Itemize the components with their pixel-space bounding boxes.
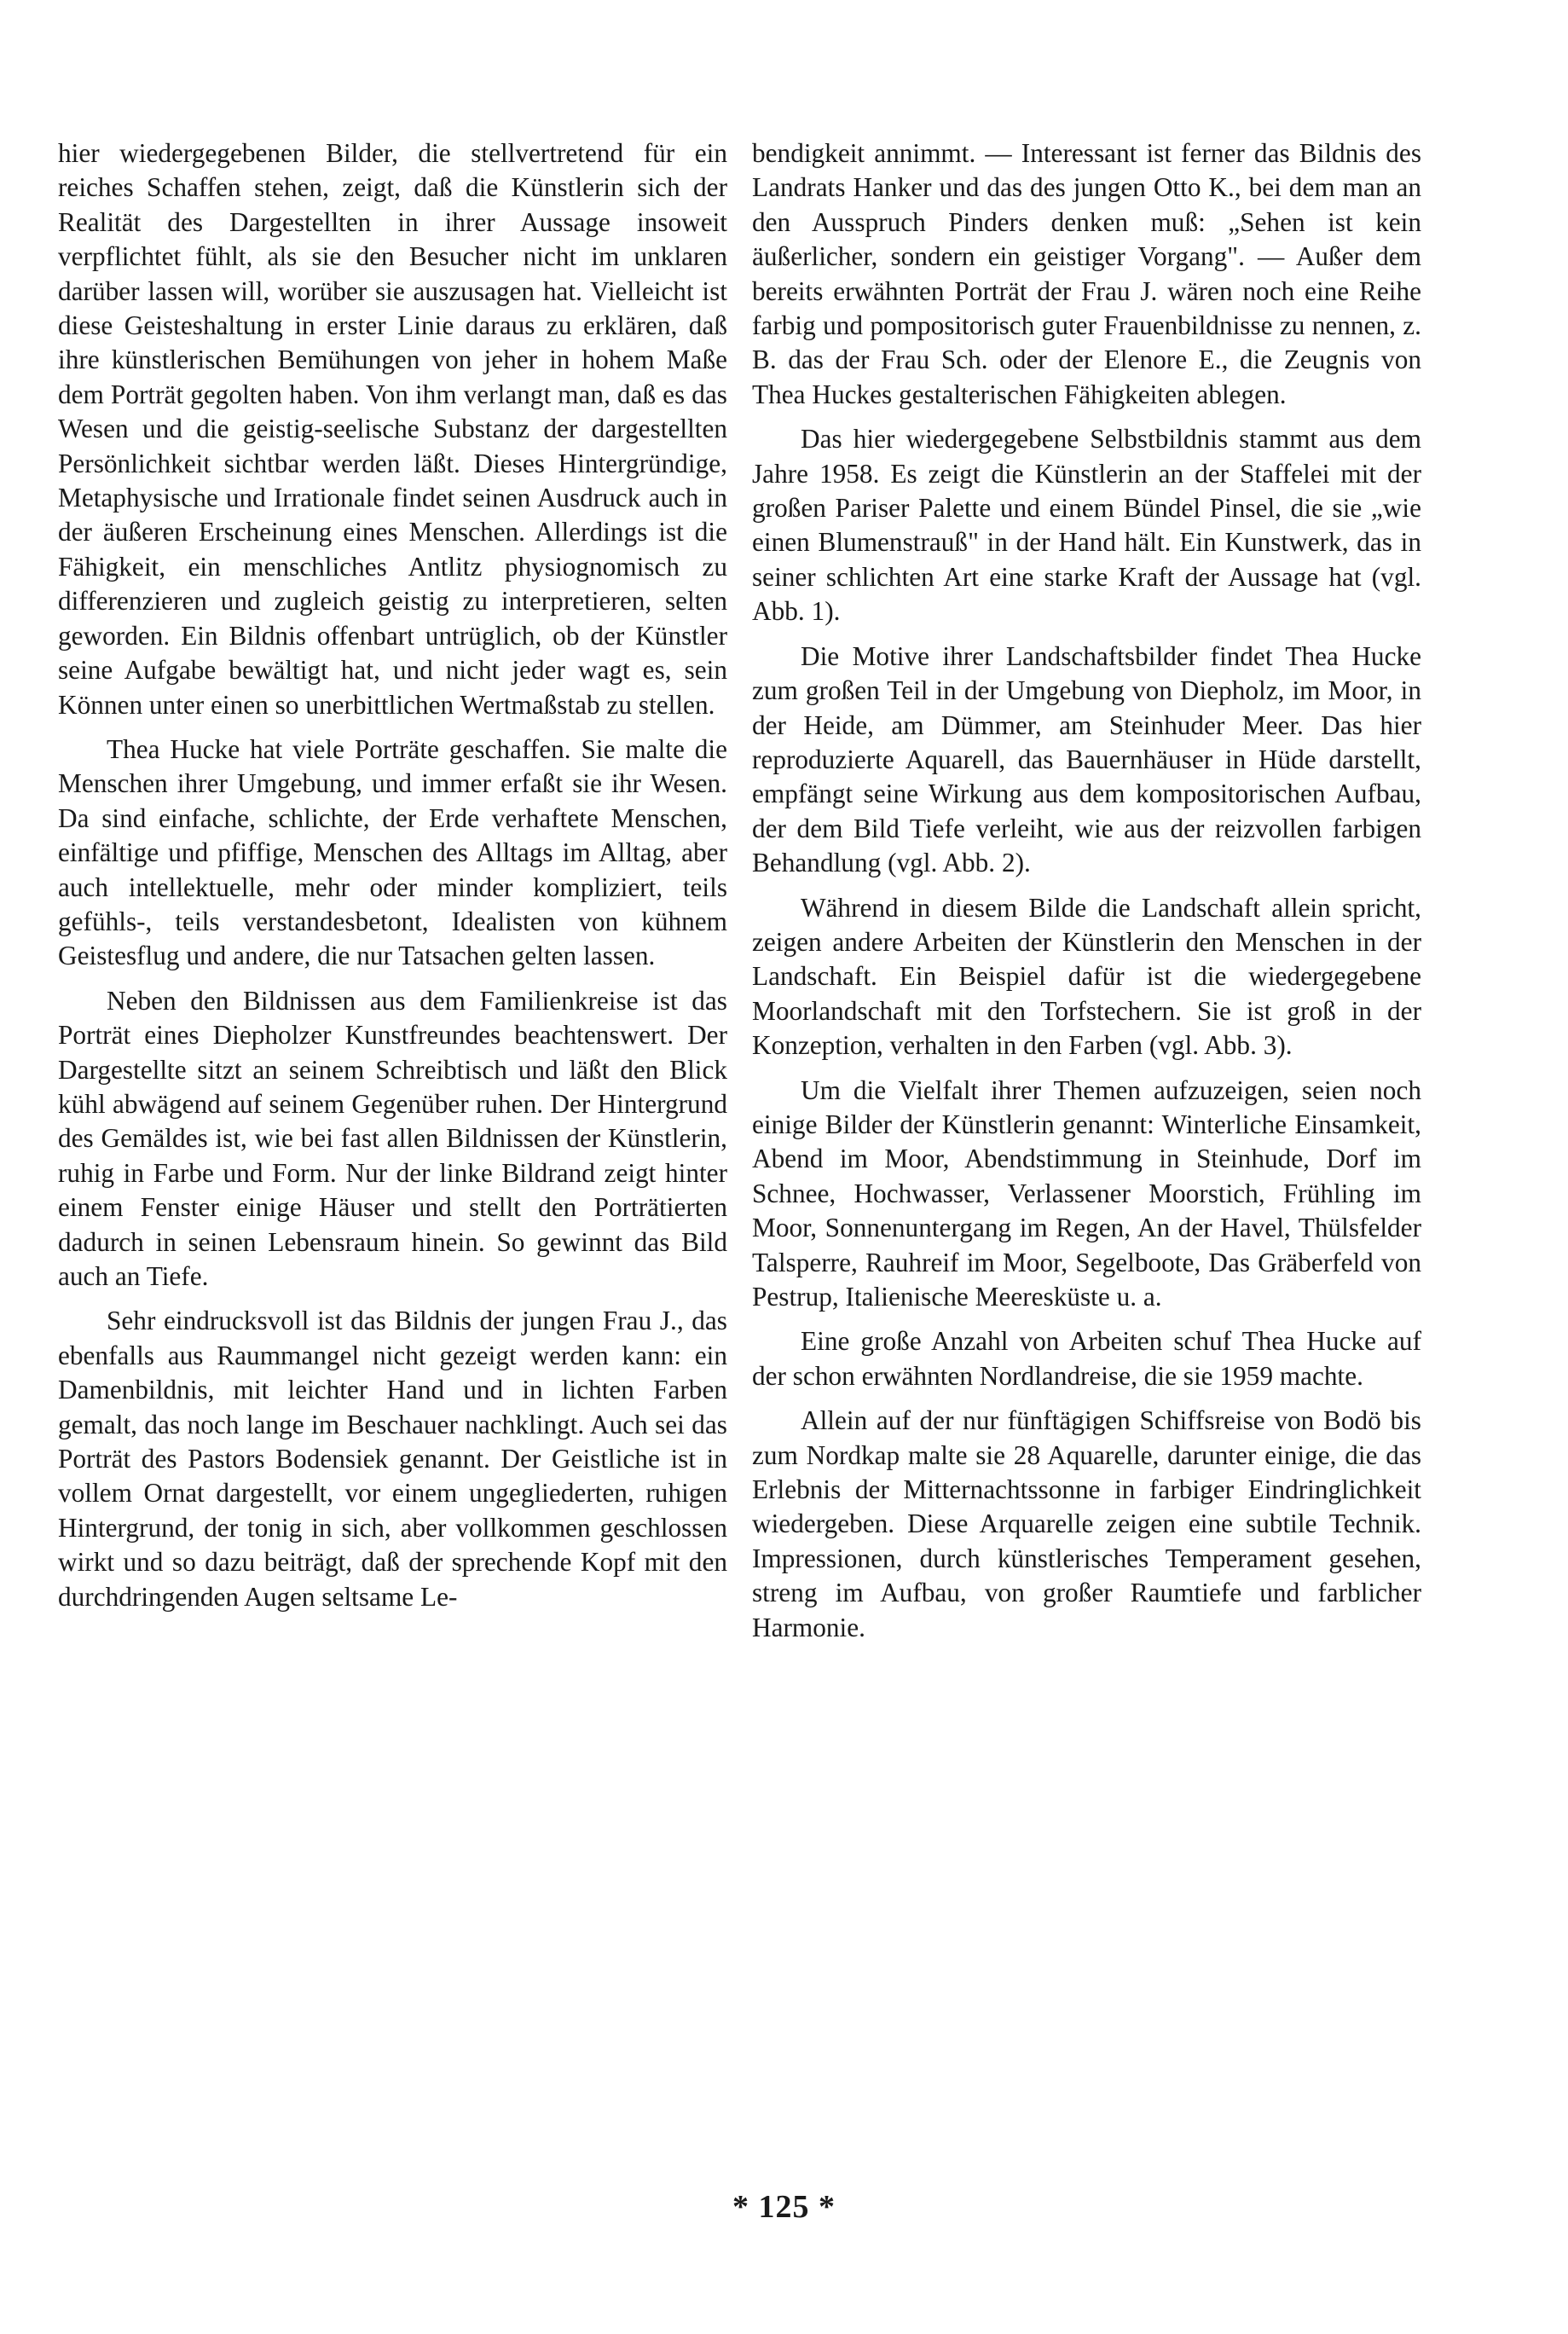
paragraph: Um die Vielfalt ihrer Themen aufzuzeigen, seien noch einige Bilder der Künstlerin genannt: Winterliche Einsamkeit, Abend im Moor, Abendstimmung in Steinhude, Dorf im Schnee, Hochwasser, Verlassener Moorstich, Frühling im Moor, Sonnenuntergang im Regen, An der Havel, Thülsfelder Talsperre, Rauhreif im Moor, Segelboote, Das Gräberfeld von Pestrup, Italienische Meeresküste u. a.	[752, 1074, 1421, 1312]
paragraph: Die Motive ihrer Landschaftsbilder findet Thea Hucke zum großen Teil in der Umgebung von Diepholz, im Moor, in der Heide, am Dümmer, am Steinhuder Meer. Das hier reproduzierte Aquarell, das Bauernhäuser in Hüde darstellt, empfängt seine Wirkung aus dem kompositorischen Aufbau, der dem Bild Tiefe verleiht, wie aus der reizvollen farbigen Behandlung (vgl. Abb. 2).	[752, 640, 1421, 878]
paragraph: Thea Hucke hat viele Porträte geschaffen. Sie malte die Menschen ihrer Umgebung, und immer erfaßt sie ihr Wesen. Da sind einfache, schlichte, der Erde verhaftete Menschen, einfältige und pfiffige, Menschen des Alltags im Alltag, aber auch intellektuelle, mehr oder minder kompliziert, teils gefühls-, teils verstandesbetont, Idealisten von kühnem Geistesflug und andere, die nur Tatsachen gelten lassen.	[58, 733, 727, 971]
paragraph: Das hier wiedergegebene Selbstbildnis stammt aus dem Jahre 1958. Es zeigt die Künstlerin an der Staffelei mit der großen Pariser Palette und einem Bündel Pinsel, die sie „wie einen Blumenstrauß" in der Hand hält. Ein Kunstwerk, das in seiner schlichten Art eine starke Kraft der Aussage hat (vgl. Abb. 1).	[752, 424, 1421, 627]
paragraph: Neben den Bildnissen aus dem Familienkreise ist das Porträt eines Diepholzer Kunstfreundes beachtenswert. Der Dargestellte sitzt an seinem Schreibtisch und läßt den Blick kühl abwägend auf seinem Gegenüber ruhen. Der Hintergrund des Gemäldes ist, wie bei fast allen Bildnissen der Künstlerin, ruhig in Farbe und Form. Nur der linke Bildrand zeigt hinter einem Fenster einige Häuser und stellt den Porträtierten dadurch in seinen Lebensraum hinein. So gewinnt das Bild auch an Tiefe.	[58, 985, 727, 1291]
paragraph: Während in diesem Bilde die Landschaft allein spricht, zeigen andere Arbeiten der Künstlerin den Menschen in der Landschaft. Ein Beispiel dafür ist die wiedergegebene Moorlandschaft mit den Torfstechern. Sie ist groß in der Konzeption, verhalten in den Farben (vgl. Abb. 3).	[752, 892, 1421, 1061]
paragraph: Eine große Anzahl von Arbeiten schuf Thea Hucke auf der schon erwähnten Nordlandreise, die sie 1959 machte.	[752, 1326, 1421, 1391]
paragraph: Sehr eindrucksvoll ist das Bildnis der jungen Frau J., das ebenfalls aus Raummangel nicht gezeigt werden kann: ein Damenbildnis, mit leichter Hand und in lichten Farben gemalt, das noch lange im Beschauer nachklingt. Auch sei das Porträt des Pastors Bodensiek genannt. Der Geistliche ist in vollem Ornat dargestellt, vor einem ungegliederten, ruhigen Hintergrund, der tonig in sich, aber vollkommen geschlossen wirkt und so dazu beiträgt, daß der sprechende Kopf mit den durchdringenden Augen seltsame Le-	[58, 1306, 727, 1612]
paragraph: hier wiedergegebenen Bilder, die stellvertretend für ein reiches Schaffen stehen, zeigt, daß die Künstlerin sich der Realität des Dargestellten in ihrer Aussage insoweit verpflichtet fühlt, als sie den Besucher nicht im unklaren darüber lassen will, worüber sie auszusagen hat. Vielleicht ist diese Geisteshaltung in erster Linie daraus zu erklären, daß ihre künstlerischen Bemühungen von jeher in hohem Maße dem Porträt gegolten haben. Von ihm verlangt man, daß es das Wesen und die geistig-seelische Substanz der dargestellten Persönlichkeit sichtbar werden läßt. Dieses Hintergründige, Metaphysische und Irrationale findet seinen Ausdruck auch in der äußeren Erscheinung eines Menschen. Allerdings ist die Fähigkeit, ein menschliches Antlitz physiognomisch zu differenzieren und zugleich geistig zu interpretieren, selten geworden. Ein Bildnis offenbart untrüglich, ob der Künstler seine Aufgabe bewältigt hat, und nicht jeder wagt es, sein Können unter einen so unerbittlichen Wertmaßstab zu stellen.	[58, 138, 727, 720]
right-column	[752, 136, 1421, 1655]
paragraph: Allein auf der nur fünftägigen Schiffsreise von Bodö bis zum Nordkap malte sie 28 Aquarelle, darunter einige, die das Erlebnis der Mitternachtssonne in farbiger Eindringlichkeit wiedergeben. Diese Arquarelle zeigen eine subtile Technik. Impressionen, durch künstlerisches Temperament gesehen, streng im Aufbau, von großer Raumtiefe und farblicher Harmonie.	[752, 1405, 1421, 1642]
left-column	[58, 136, 727, 1625]
page-number: * 125 *	[732, 2189, 836, 2225]
paragraph: bendigkeit annimmt. — Interessant ist ferner das Bildnis des Landrats Hanker und das des jungen Otto K., bei dem man an den Ausspruch Pinders denken muß: „Sehen ist kein äußerlicher, sondern ein geistiger Vorgang". — Außer dem bereits erwähnten Porträt der Frau J. wären noch eine Reihe farbig und pompositorisch guter Frauenbildnisse zu nennen, z. B. das der Frau Sch. oder der Elenore E., die Zeugnis von Thea Huckes gestalterischen Fähigkeiten ablegen.	[752, 138, 1421, 409]
